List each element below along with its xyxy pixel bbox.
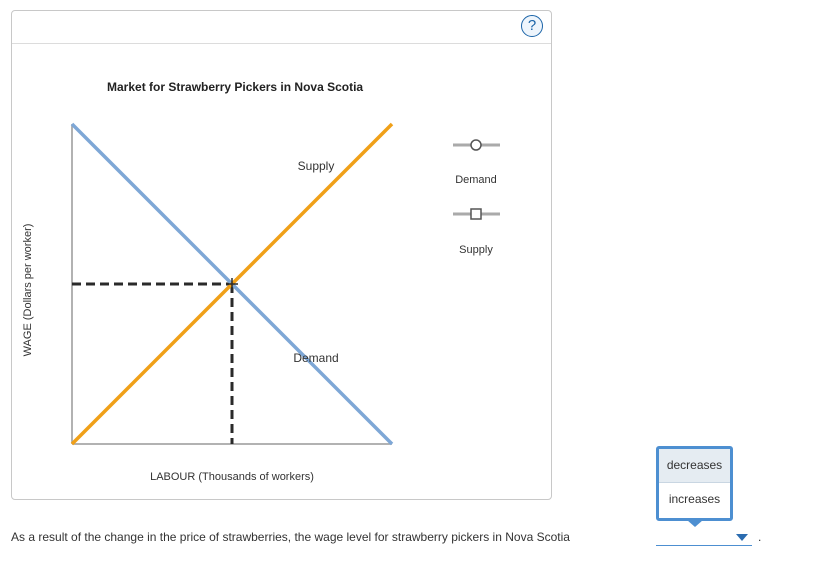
sentence-period: .: [758, 530, 762, 544]
question-text: As a result of the change in the price of strawberries, the wage level for strawberry pickers in Nova Scotia: [11, 530, 570, 544]
dropdown-pointer: [687, 520, 703, 527]
legend-marker-square-icon: [471, 209, 481, 219]
chevron-down-icon: [736, 534, 748, 541]
answer-dropdown-menu: [656, 446, 733, 521]
legend-marker-circle-icon: [471, 140, 481, 150]
dropdown-option-decreases[interactable]: decreases: [659, 449, 730, 483]
legend-label-supply: Supply: [459, 244, 493, 256]
x-axis-label: LABOUR (Thousands of workers): [150, 471, 314, 483]
answer-select[interactable]: [656, 529, 752, 546]
chart-title: Market for Strawberry Pickers in Nova Scotia: [107, 80, 364, 94]
help-icon[interactable]: ?: [521, 15, 543, 37]
curve-label-supply: Supply: [297, 159, 335, 173]
curve-label-demand: Demand: [293, 351, 339, 365]
legend-label-demand: Demand: [455, 174, 497, 186]
dropdown-option-increases[interactable]: increases: [668, 492, 721, 506]
y-axis-label: WAGE (Dollars per worker): [22, 223, 34, 357]
